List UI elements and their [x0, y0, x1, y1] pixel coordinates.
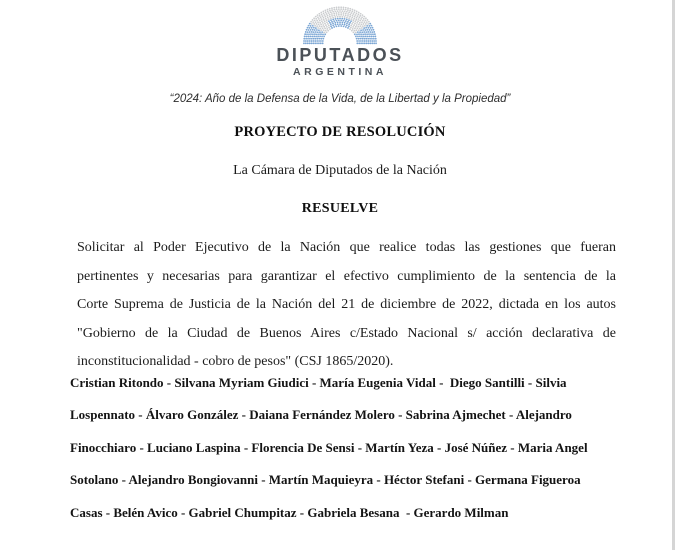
signatories-list: [70, 367, 616, 530]
logo-title: DIPUTADOS: [276, 45, 404, 65]
signatories-line: Finocchiaro - Luciano Laspina - Florencia De Sensi - Martín Yeza - José Núñez - Maria Angel: [70, 439, 588, 455]
body-line: inconstitucionalidad - cobro de pesos" (CSJ 1865/2020).: [77, 354, 394, 369]
body-line: Solicitar al Poder Ejecutivo de la Nación que realice todas las gestiones que fueran: [77, 240, 616, 255]
signatories-line: Lospennato - Álvaro González - Daiana Fernández Molero - Sabrina Ajmechet - Alejandro: [70, 407, 572, 422]
document-title: PROYECTO DE RESOLUCIÓN: [234, 124, 446, 140]
body-line: "Gobierno de la Ciudad de Buenos Aires c/Estado Nacional s/ acción declarativa de: [77, 325, 616, 341]
resolution-body: [77, 234, 616, 377]
chamber-line: La Cámara de Diputados de la Nación: [233, 163, 447, 178]
hemicycle-seats-icon: [288, 6, 392, 46]
diputados-logo: [0, 0, 680, 78]
signatories-line: Cristian Ritondo - Silvana Myriam Giudici - María Eugenia Vidal - Diego Santilli - Silvia: [70, 374, 567, 390]
body-line: pertinentes y necesarias para garantizar el efectivo cumplimiento de la sentencia de la: [77, 268, 616, 284]
resolves-heading: RESUELVE: [301, 201, 379, 216]
signatories-line: Sotolano - Alejandro Bongiovanni - Martín Maquieyra - Héctor Stefani - Germana Figueroa: [70, 472, 581, 487]
signatories-line: Casas - Belén Avico - Gabriel Chumpitaz - Gabriela Besana - Gerardo Milman: [70, 504, 509, 520]
logo-subtitle: ARGENTINA: [293, 66, 387, 78]
page-edge-shadow: [672, 0, 675, 550]
year-motto: “2024: Año de la Defensa de la Vida, de la Libertad y la Propiedad”: [169, 93, 511, 105]
body-line: Corte Suprema de Justicia de la Nación del 21 de diciembre de 2022, dictada en los autos: [77, 297, 616, 312]
